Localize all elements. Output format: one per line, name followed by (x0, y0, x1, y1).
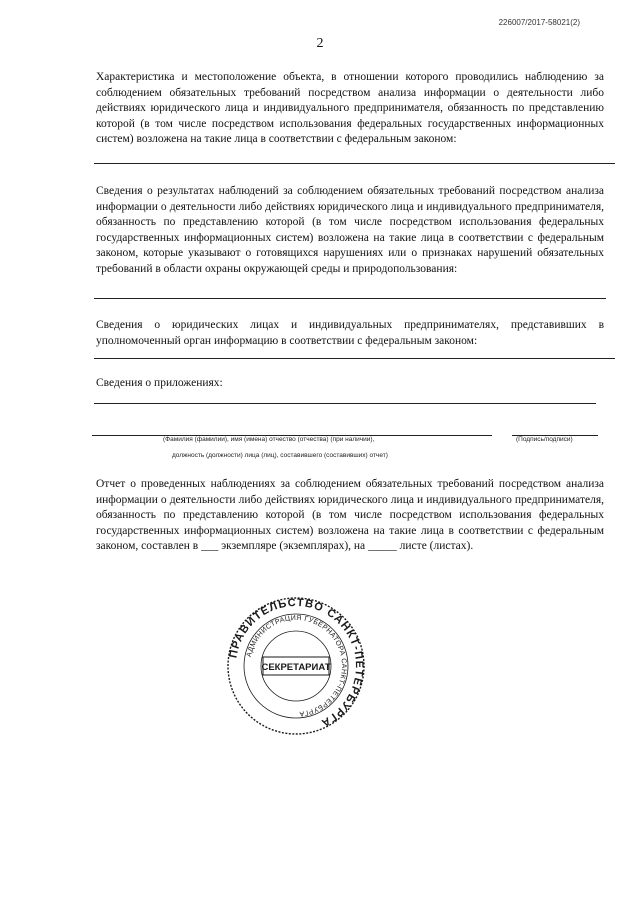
fill-line (94, 358, 615, 359)
document-number: 226007/2017-58021(2) (498, 18, 580, 27)
fill-line (94, 298, 606, 299)
signature-caption: (Подпись/подписи) (516, 436, 573, 443)
page-number: 2 (316, 36, 324, 51)
object-characteristic-text: Характеристика и местоположение объекта, в отношении которого проводились наблюдению за соблюдением обязательных требований посредством анализа информации о деятельности либо действиях юридического лица и индивидуального предпринимателя, обязанность по представлению которой (в том числе посредством использования федеральных государственных информационных систем) возложена на такие лица в соответствии с федеральным законом: (96, 71, 604, 146)
attachments-text: Сведения о приложениях: (96, 377, 223, 389)
fill-line (94, 403, 596, 404)
stamp-outer-text: ПРАВИТЕЛЬСТВО САНКТ-ПЕТЕРБУРГА (227, 596, 366, 730)
entities-info-text: Сведения о юридических лицах и индивидуальных предпринимателях, представивших в уполномоченный орган информацию в соответствии с федеральным законом: (96, 319, 604, 347)
name-caption: (Фамилия (фамилии), имя (имена) отчество (отчества) (при наличии), (163, 436, 375, 443)
stamp-inner-text: АДМИНИСТРАЦИЯ ГУБЕРНАТОРА САНКТ-ПЕТЕРБУРГА (245, 614, 348, 717)
fill-line (94, 163, 615, 164)
observation-results-text: Сведения о результатах наблюдений за соблюдением обязательных требований посредством анализа информации о деятельности либо действиях юридического лица и индивидуального предпринимателя, обязанность по представлению которой (в том числе посредством использования федеральных государственных информационных систем) возложена на такие лица в соответствии с федеральным законом, которые указывают о готовящихся нарушениях или о признаках нарушений обязательных требований в области охраны окружающей среды и природопользования: (96, 185, 604, 275)
report-statement-text: Отчет о проведенных наблюдениях за соблюдением обязательных требований посредством анализа информации о деятельности либо действиях юридического лица и индивидуального предпринимателя, обязанность по представлению которой (в том числе посредством использования федеральных государственных информационных систем) возложена на такие лица в соответствии с федеральным законом, составлен в ___ экземпляре (экземплярах), на _____ листе (листах). (96, 478, 604, 553)
secretariat-stamp (226, 596, 366, 736)
position-caption: должность (должности) лица (лиц), составившего (составивших) отчет) (172, 452, 388, 459)
stamp-center-text: СЕКРЕТАРИАТ (261, 662, 331, 673)
